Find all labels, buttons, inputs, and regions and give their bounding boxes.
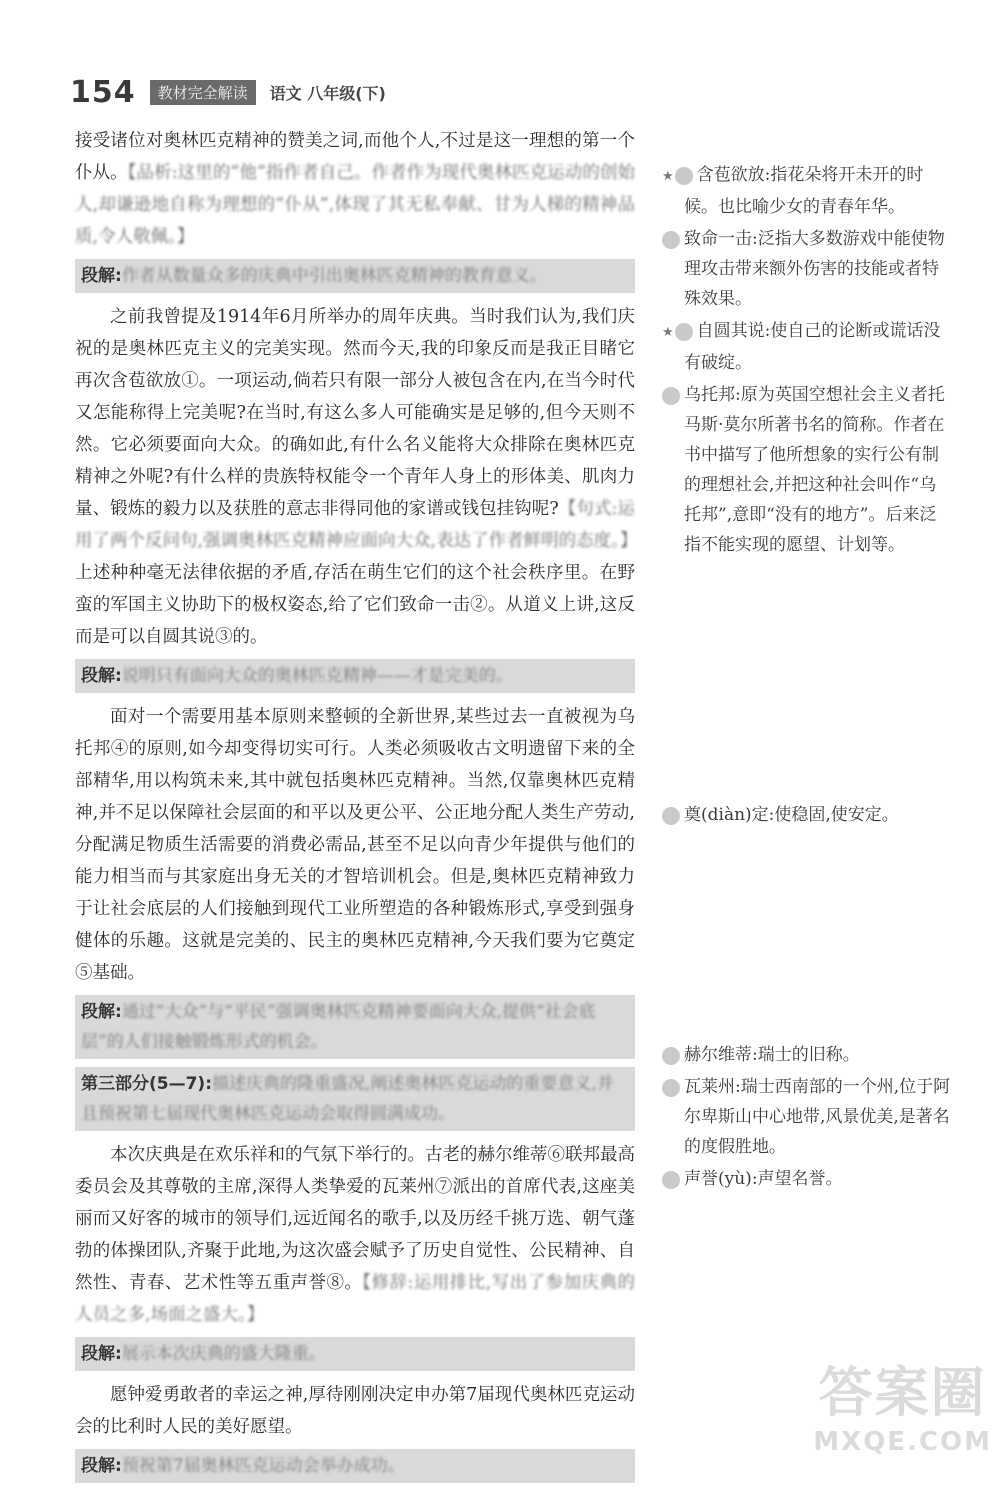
- side-note-4: 乌托邦:原为英国空想社会主义者托马斯·莫尔所著书名的简称。作者在书中描写了他所想象的实行公有制的理想社会,并把这种社会叫作“乌托邦”,意即“没有的地方”。后来泛指不能实现的愿望、计划等。: [662, 380, 952, 560]
- side-notes-top: [662, 160, 952, 562]
- paragraph-4-text: 本次庆典是在欢乐祥和的气氛下举行的。古老的赫尔维蒂⑥联邦最高委员会及其尊敬的主席,深得人类挚爱的瓦莱州⑦派出的首席代表,这座美丽而又好客的城市的领导们,远近闻名的歌手,以及历经千挑万选、朝气蓬勃的体操团队,齐聚于此地,为这次盛会赋予了历史自觉性、公民精神、自然性、青春、艺术性等五重声誉⑧。: [75, 1145, 635, 1293]
- star-icon: ★: [662, 325, 674, 340]
- section-summary-text: 作者从数量众多的庆典中引出奥林匹克精神的教育意义。: [121, 266, 547, 286]
- paragraph-1: [75, 125, 635, 253]
- series-badge: 教材完全解读: [150, 80, 256, 105]
- side-note-1: ★ 含苞欲放:指花朵将开未开的时候。也比喻少女的青春年华。: [662, 165, 924, 217]
- paragraph-2-text: 之前我曾提及1914年6月所举办的周年庆典。当时我们认为,我们庆祝的是奥林匹克主义的完美实现。然而今天,我的印象反而是我正目睹它再次含苞欲放①。一项运动,倘若只有限一部分人被包含在内,在当今时代又怎能称得上完美呢?在当时,有这么多人可能确实是足够的,但今天则不然。它必须要面向大众。的确如此,有什么名义能将大众排除在奥林匹克精神之外呢?有什么样的贵族特权能令一个青年人身上的形体美、肌肉力量、锻炼的毅力以及获胜的意志非得同他的家谱或钱包挂钩呢?: [75, 307, 635, 519]
- analysis-note-3: 【修辞:运用排比,写出了参加庆典的人员之多,场面之盛大。】: [75, 1273, 635, 1325]
- note-marker-icon: [662, 1171, 680, 1189]
- watermark-title: 答案圈: [818, 1361, 987, 1424]
- part-three-text: 描述庆典的隆重盛况,阐述奥林匹克运动的重要意义,并且预祝第七届现代奥林匹克运动会取得圆满成功。: [81, 1074, 614, 1124]
- section-summary-text: 展示本次庆典的盛大隆重。: [121, 1344, 326, 1364]
- side-note-7: 瓦莱州:瑞士西南部的一个州,位于阿尔卑斯山中心地带,风景优美,是著名的度假胜地。: [662, 1072, 952, 1162]
- section-summary-5: [75, 1449, 635, 1483]
- section-summary-tag: 段解:: [81, 266, 122, 286]
- paragraph-2-tail: 上述种种毫无法律依据的矛盾,存活在萌生它们的这个社会秩序里。在野蛮的军国主义协助下的极权姿态,给了它们致命一击②。从道义上讲,这反而是可以自圆其说③的。: [75, 563, 635, 647]
- side-note-6: 赫尔维蒂:瑞士的旧称。: [662, 1040, 952, 1070]
- page-header: [70, 68, 386, 108]
- note-marker-icon: [675, 323, 693, 341]
- watermark-url: MXQE.COM: [813, 1427, 992, 1457]
- paragraph-3: 面对一个需要用基本原则来整顿的全新世界,某些过去一直被视为乌托邦④的原则,如今却变得切实可行。人类必须吸收古文明遗留下来的全部精华,用以构筑未来,其中就包括奥林匹克精神。当然,仅靠奥林匹克精神,并不足以保障社会层面的和平以及更公平、公正地分配人类生产劳动,分配满足物质生活需要的消费必需品,甚至不足以向青少年提供与他们的能力相当而与其家庭出身无关的才智培训机会。但是,奥林匹克精神致力于让社会底层的人们接触到现代工业所塑造的各种锻炼形式,享受到强身健体的乐趣。这就是完美的、民主的奥林匹克精神,今天我们要为它奠定⑤基础。: [75, 707, 635, 983]
- section-summary-3: [75, 995, 635, 1059]
- watermark-logo: [813, 1350, 992, 1457]
- analysis-note-2: 【句式:运用了两个反问句,强调奥林匹克精神应面向大众,表达了作者鲜明的态度。】: [75, 499, 638, 551]
- note-marker-icon: [662, 387, 680, 405]
- section-summary-4: [75, 1337, 635, 1371]
- side-note-2: 致命一击:泛指大多数游戏中能使物理攻击带来额外伤害的技能或者特殊效果。: [662, 224, 952, 314]
- section-summary-2: [75, 659, 635, 693]
- note-marker-icon: [662, 231, 680, 249]
- part-three-summary: [75, 1067, 635, 1131]
- side-note-8: 声誉(yù):声望名誉。: [662, 1164, 952, 1194]
- paragraph-2: [75, 301, 638, 653]
- section-summary-tag: 段解:: [81, 1002, 122, 1022]
- section-summary-tag: 段解:: [81, 1456, 122, 1476]
- note-marker-icon: [675, 167, 693, 185]
- subject-grade: 语文 八年级(下): [269, 84, 386, 103]
- side-note-5: 奠(diàn)定:使稳固,使安定。: [662, 800, 952, 830]
- star-icon: ★: [662, 169, 674, 184]
- main-text-column: [75, 125, 638, 1491]
- page-number: 154: [70, 75, 136, 110]
- note-marker-icon: [662, 1047, 680, 1065]
- note-marker-icon: [662, 807, 680, 825]
- section-summary-1: [75, 259, 635, 293]
- section-summary-text: 通过“大众”与“平民”强调奥林匹克精神要面向大众,提供“社会底层”的人们接触锻炼形式的机会。: [81, 1002, 596, 1052]
- side-notes-middle: [662, 800, 952, 832]
- section-summary-tag: 段解:: [81, 1344, 122, 1364]
- section-summary-tag: 段解:: [81, 666, 122, 686]
- analysis-note-1: 【品析:这里的“他”指作者自己。作者作为现代奥林匹克运动的创始人,却谦逊地自称为理想的“仆从”,体现了其无私奉献、甘为人梯的精神品质,令人敬佩。】: [75, 163, 636, 247]
- part-three-label: 第三部分(5—7):: [81, 1074, 212, 1094]
- paragraph-1-text: 接受诸位对奥林匹克精神的赞美之词,而他个人,不过是这一理想的第一个仆从。: [75, 131, 635, 183]
- paragraph-4: [75, 1139, 635, 1331]
- side-notes-bottom: [662, 1040, 952, 1196]
- note-marker-icon: [662, 1079, 680, 1097]
- section-summary-text: 说明只有面向大众的奥林匹克精神——才是完美的。: [121, 666, 513, 686]
- side-note-3: ★ 自圆其说:使自己的论断或谎话没有破绽。: [662, 321, 941, 373]
- section-summary-text: 预祝第7届奥林匹克运动会举办成功。: [121, 1456, 405, 1476]
- paragraph-5: 愿钟爱勇敢者的幸运之神,厚待刚刚决定申办第7届现代奥林匹克运动会的比利时人民的美好愿望。: [75, 1385, 635, 1437]
